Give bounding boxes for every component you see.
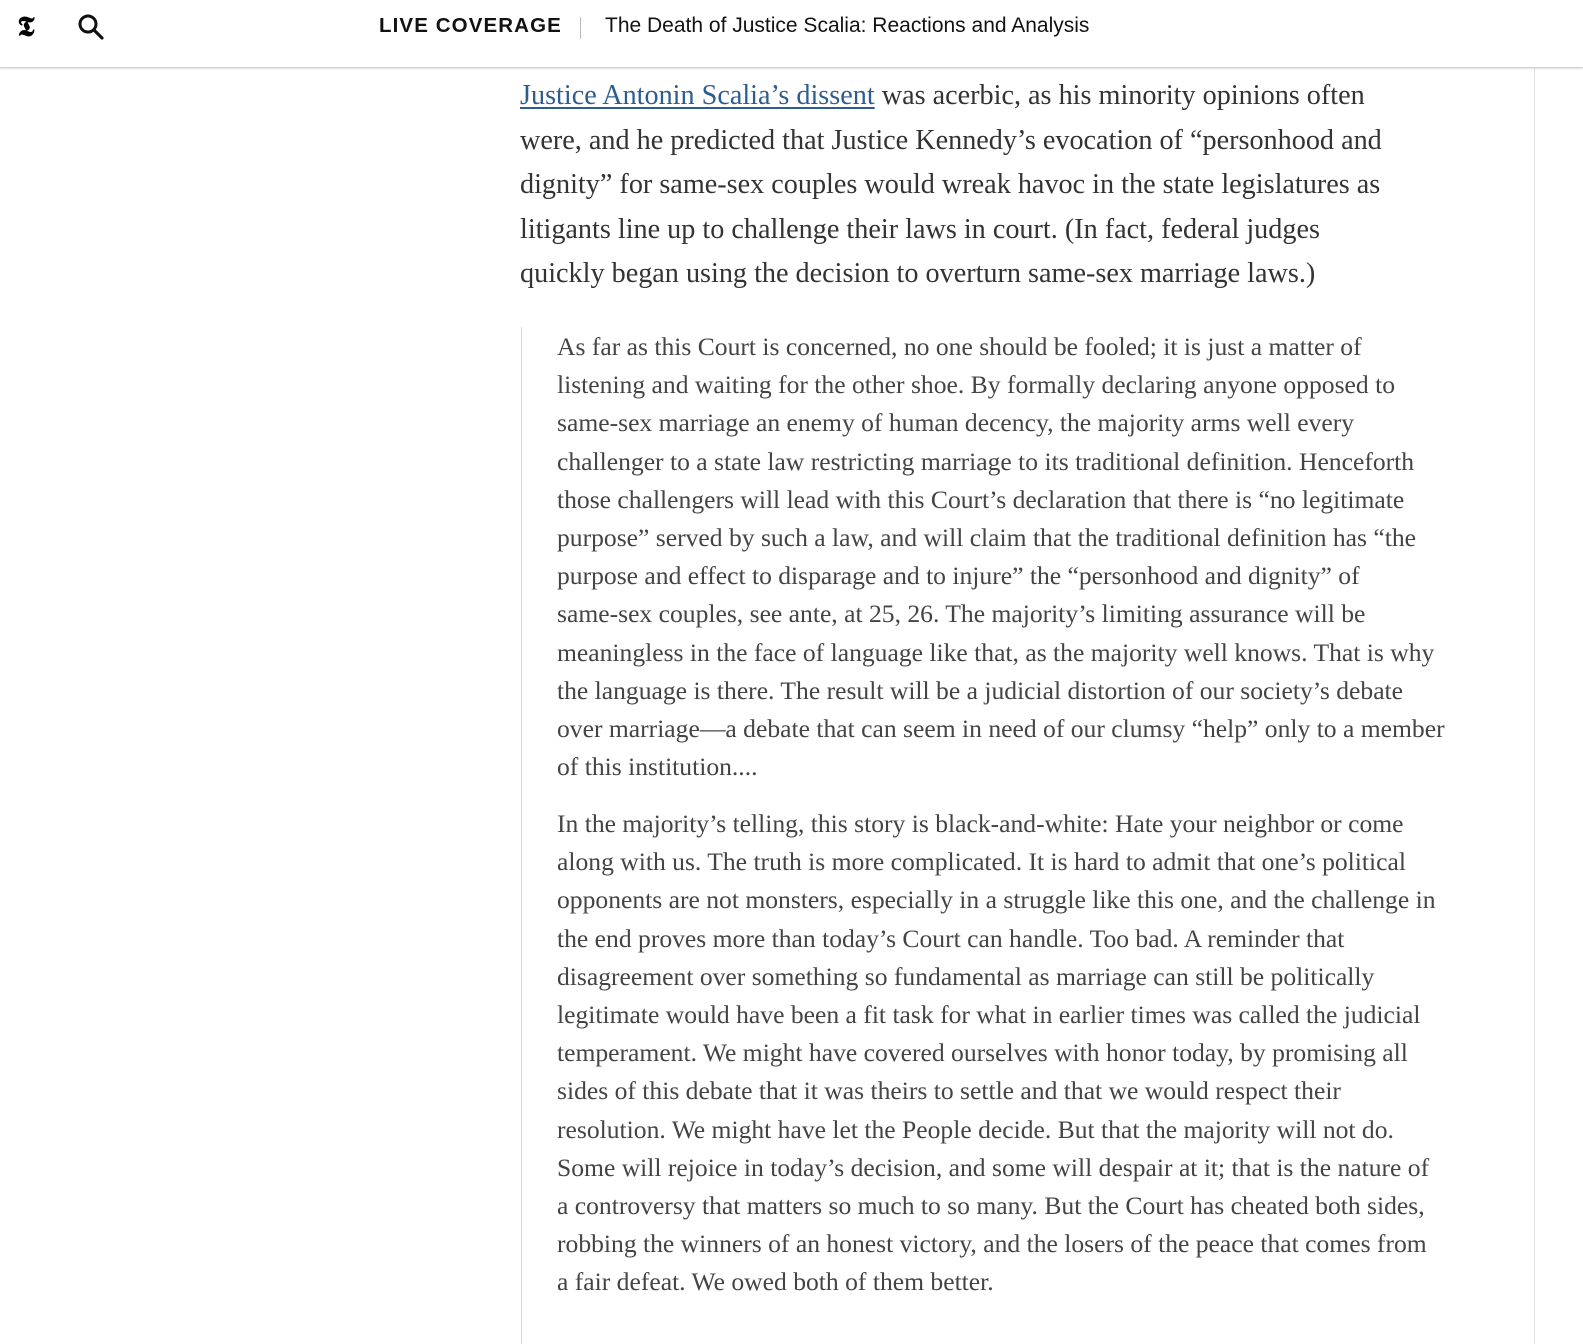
content-right-border	[1534, 68, 1535, 1344]
quote-line: listening and waiting for the other shoe. By formally declaring anyone opposed to	[557, 370, 1395, 400]
intro-line: were, and he predicted that Justice Kennedy’s evocation of “personhood and	[520, 124, 1382, 156]
quote-line: a controversy that matters so much to so many. But the Court has cheated both sides,	[557, 1191, 1425, 1221]
quote-line: along with us. The truth is more complicated. It is hard to admit that one’s political	[557, 847, 1406, 877]
quote-line: the language is there. The result will be a judicial distortion of our society’s debate	[557, 675, 1404, 705]
quote-line: As far as this Court is concerned, no one should be fooled; it is just a matter of	[557, 332, 1362, 361]
quote-line: legitimate would have been a fit task for what in earlier times was called the judicial	[557, 1000, 1421, 1030]
intro-line: quickly began using the decision to overturn same-sex marriage laws.)	[520, 258, 1316, 289]
intro-line: litigants line up to challenge their laws in court. (In fact, federal judges	[520, 213, 1320, 245]
intro-line: was acerbic, as his minority opinions often	[874, 80, 1365, 111]
nyt-logo-glyph: 𝕿	[17, 10, 35, 42]
quote-line: sides of this debate that it was theirs to settle and that we would respect their	[557, 1076, 1341, 1106]
quote-line: resolution. We might have let the People decide. But that the majority will not do.	[557, 1114, 1394, 1144]
quote-line: opponents are not monsters, especially in a struggle like this one, and the challenge in	[557, 885, 1436, 915]
quote-paragraph-1	[557, 328, 1497, 786]
quote-paragraph-2	[557, 805, 1497, 1302]
search-icon	[76, 12, 106, 42]
scalia-dissent-link[interactable]: Justice Antonin Scalia’s dissent	[520, 80, 875, 111]
intro-line: dignity” for same-sex couples would wreak havoc in the state legislatures as	[520, 169, 1381, 200]
live-coverage-label: LIVE COVERAGE	[379, 14, 562, 37]
search-button[interactable]	[76, 12, 106, 42]
quote-line: same-sex marriage an enemy of human decency, the majority arms well every	[557, 408, 1355, 438]
quote-line: temperament. We might have covered ourselves with honor today, by promising all	[557, 1038, 1408, 1068]
dissent-blockquote	[521, 327, 1482, 1344]
quote-line: over marriage—a debate that can seem in need of our clumsy “help” only to a member	[557, 714, 1445, 744]
nyt-logo-icon[interactable]	[10, 10, 42, 42]
quote-line: of this institution....	[557, 752, 758, 782]
quote-line: a fair defeat. We owed both of them better.	[557, 1267, 994, 1297]
quote-line: meaningless in the face of language like that, as the majority well knows. That is why	[557, 637, 1435, 667]
quote-line: In the majority’s telling, this story is black-and-white: Hate your neighbor or come	[557, 809, 1404, 838]
quote-line: the end proves more than today’s Court can handle. Too bad. A reminder that	[557, 923, 1345, 953]
quote-line: same-sex couples, see ante, at 25, 26. The majority’s limiting assurance will be	[557, 599, 1366, 629]
quote-line: disagreement over something so fundamental as marriage can still be politically	[557, 961, 1375, 991]
top-navigation-bar	[0, 0, 1583, 68]
quote-line: Some will rejoice in today’s decision, and some will despair at it; that is the nature of	[557, 1152, 1430, 1182]
quote-line: challenger to a state law restricting marriage to its traditional definition. Henceforth	[557, 446, 1415, 476]
quote-line: those challengers will lead with this Court’s declaration that there is “no legitimate	[557, 484, 1405, 514]
quote-line: purpose and effect to disparage and to injure” the “personhood and dignity” of	[557, 561, 1360, 591]
intro-paragraph	[520, 74, 1480, 297]
quote-line: purpose” served by such a law, and will claim that the traditional definition has “the	[557, 523, 1417, 553]
quote-line: robbing the winners of an honest victory, and the losers of the peace that comes from	[557, 1229, 1427, 1259]
header-divider	[580, 17, 581, 39]
coverage-title-link[interactable]: The Death of Justice Scalia: Reactions and Analysis	[605, 14, 1090, 37]
